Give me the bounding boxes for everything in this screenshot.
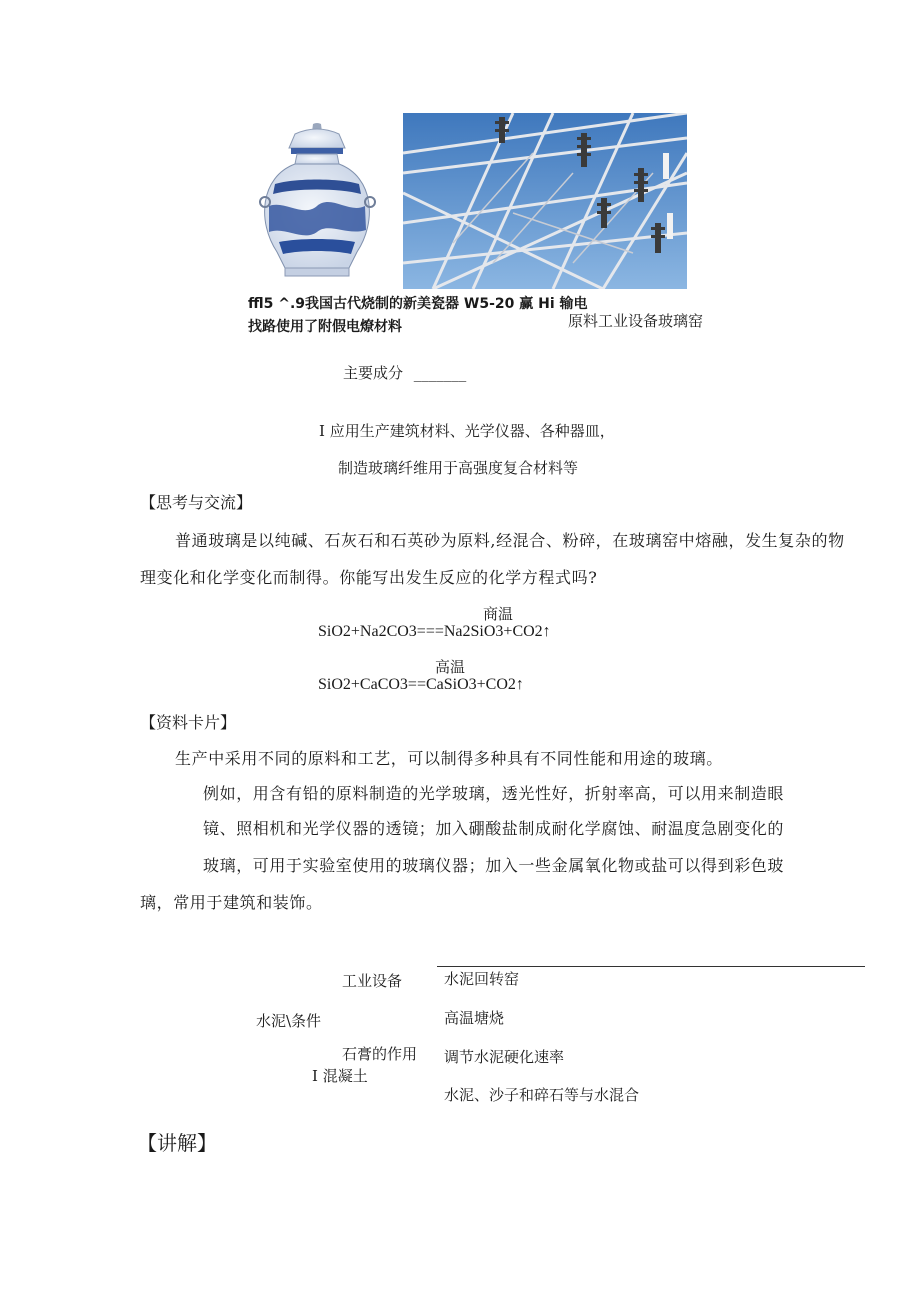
equation1-formula: SiO2+Na2CO3===Na2SiO3+CO2↑	[318, 623, 551, 640]
card-line-5: 璃，常用于建筑和装饰。	[140, 893, 323, 912]
card-section-title: 【资料卡片】	[140, 713, 237, 732]
main-components-blank: _______	[413, 364, 467, 382]
card-line-2: 例如，用含有铅的原料制造的光学玻璃，透光性好，折射率高，可以用来制造眼	[203, 784, 785, 803]
concrete-label: I 混凝土	[312, 1067, 368, 1085]
raw-material-equipment-label: 原料工业设备玻璃窑	[568, 312, 704, 330]
cement-gypsum-value: 调节水泥硬化速率	[444, 1048, 565, 1066]
transmission-tower-image	[403, 113, 687, 289]
equation2-formula: SiO2+CaCO3==CaSiO3+CO2↑	[318, 676, 524, 693]
equation2-condition: 高温	[435, 658, 466, 676]
think-section-title: 【思考与交流】	[140, 493, 253, 512]
image-caption-line1: ffl5 ^.9我国古代烧制的新美瓷器 W5-20 赢 Hi 输电	[248, 296, 588, 312]
image-caption-line2: 找路使用了附假电燎材料	[248, 319, 402, 335]
blue-white-porcelain-vase-icon	[255, 122, 380, 287]
transmission-tower-insulators-icon	[403, 113, 687, 289]
think-paragraph-line1: 普通玻璃是以纯碱、石灰石和石英砂为原料,经混合、粉碎，在玻璃窑中熔融，发生复杂的物	[175, 531, 845, 550]
main-components-label	[343, 362, 466, 383]
cement-gypsum-label: 石膏的作用	[342, 1045, 418, 1063]
cement-equipment-label: 工业设备	[342, 972, 403, 990]
explain-section-title: 【讲解】	[137, 1131, 217, 1155]
card-line-4: 玻璃，可用于实验室使用的玻璃仪器；加入一些金属氧化物或盐可以得到彩色玻	[203, 856, 785, 875]
porcelain-vase-image	[255, 122, 380, 287]
applications-line1: I 应用生产建筑材料、光学仪器、各种器皿，	[319, 422, 615, 440]
cement-divider-line	[437, 966, 865, 967]
card-line-3: 镜、照相机和光学仪器的透镜；加入硼酸盐制成耐化学腐蚀、耐温度急剧变化的	[203, 819, 785, 838]
cement-equipment-value: 水泥回转窑	[444, 970, 520, 988]
cement-condition-value: 高温塘烧	[444, 1009, 505, 1027]
concrete-value: 水泥、沙子和碎石等与水混合	[444, 1086, 640, 1104]
think-paragraph-line2: 理变化和化学变化而制得。你能写出发生反应的化学方程式吗?	[140, 568, 598, 587]
applications-line2: 制造玻璃纤维用于高强度复合材料等	[338, 459, 579, 477]
main-components-text: 主要成分	[343, 364, 404, 382]
equation1-condition: 商温	[483, 605, 514, 623]
cement-condition-label: 水泥\条件	[256, 1012, 322, 1030]
card-line-1: 生产中采用不同的原料和工艺，可以制得多种具有不同性能和用途的玻璃。	[175, 749, 723, 768]
